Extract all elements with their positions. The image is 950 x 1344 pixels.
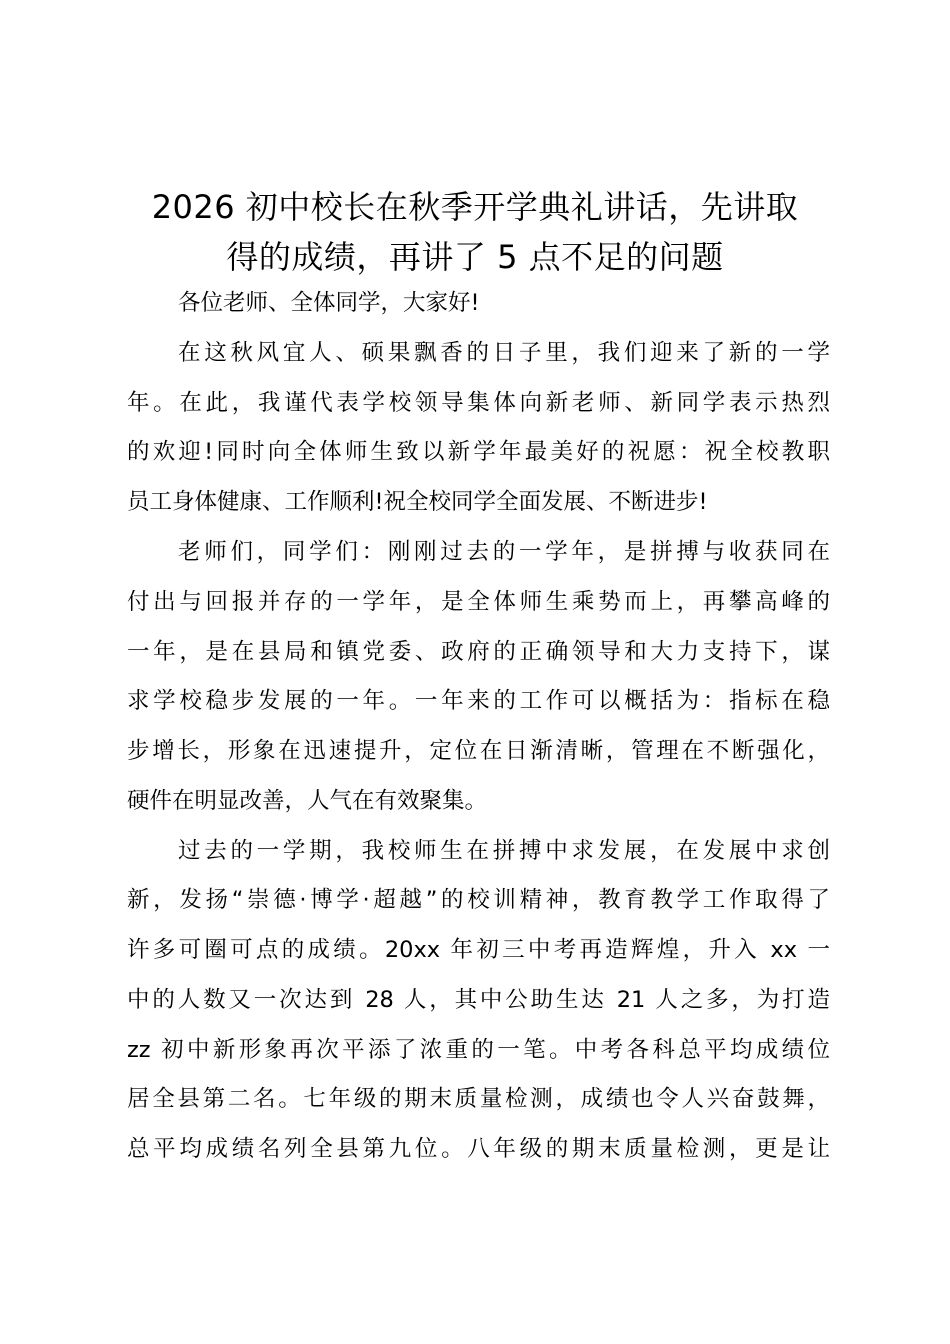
- paragraph-2-line-3: 一年，是在县局和镇党委、政府的正确领导和大力支持下，谋: [127, 639, 830, 665]
- paragraph-2-line-1: 老师们，同学们：刚刚过去的一学年，是拼搏与收获同在: [178, 539, 830, 565]
- paragraph-3-line-7: 总平均成绩名列全县第九位。八年级的期末质量检测，更是让: [127, 1136, 830, 1162]
- document-title: [120, 182, 830, 282]
- greeting-line: 各位老师、全体同学，大家好!: [178, 290, 480, 316]
- paragraph-2-line-5: 步增长，形象在迅速提升，定位在日渐清晰，管理在不断强化，: [127, 738, 830, 764]
- paragraph-2-line-4: 求学校稳步发展的一年。一年来的工作可以概括为：指标在稳: [127, 688, 830, 714]
- title-line-2: 得的成绩，再讲了 5 点不足的问题: [226, 238, 724, 276]
- paragraph-3-line-4: 中的人数又一次达到 28 人，其中公助生达 21 人之多，为打造: [127, 987, 830, 1013]
- title-line-1: 2026 初中校长在秋季开学典礼讲话，先讲取: [151, 188, 799, 226]
- paragraph-3-line-6: 居全县第二名。七年级的期末质量检测，成绩也令人兴奋鼓舞，: [127, 1086, 830, 1112]
- paragraph-3-line-1: 过去的一学期，我校师生在拼搏中求发展，在发展中求创: [178, 838, 830, 864]
- paragraph-1-line-3: 的欢迎!同时向全体师生致以新学年最美好的祝愿：祝全校教职: [127, 439, 830, 465]
- paragraph-3-line-2: 新，发扬“崇德·博学·超越”的校训精神，教育教学工作取得了: [127, 887, 830, 913]
- paragraph-1-line-4: 员工身体健康、工作顺利!祝全校同学全面发展、不断进步!: [127, 489, 708, 515]
- paragraph-1-line-2: 年。在此，我谨代表学校领导集体向新老师、新同学表示热烈: [127, 390, 830, 416]
- paragraph-1-line-1: 在这秋风宜人、硕果飘香的日子里，我们迎来了新的一学: [178, 340, 830, 366]
- paragraph-3-line-3: 许多可圈可点的成绩。20xx 年初三中考再造辉煌，升入 xx 一: [127, 937, 830, 963]
- paragraph-2-line-6: 硬件在明显改善，人气在有效聚集。: [127, 788, 488, 814]
- paragraph-3-line-5: zz 初中新形象再次平添了浓重的一笔。中考各科总平均成绩位: [127, 1037, 830, 1063]
- paragraph-2-line-2: 付出与回报并存的一学年，是全体师生乘势而上，再攀高峰的: [127, 589, 830, 615]
